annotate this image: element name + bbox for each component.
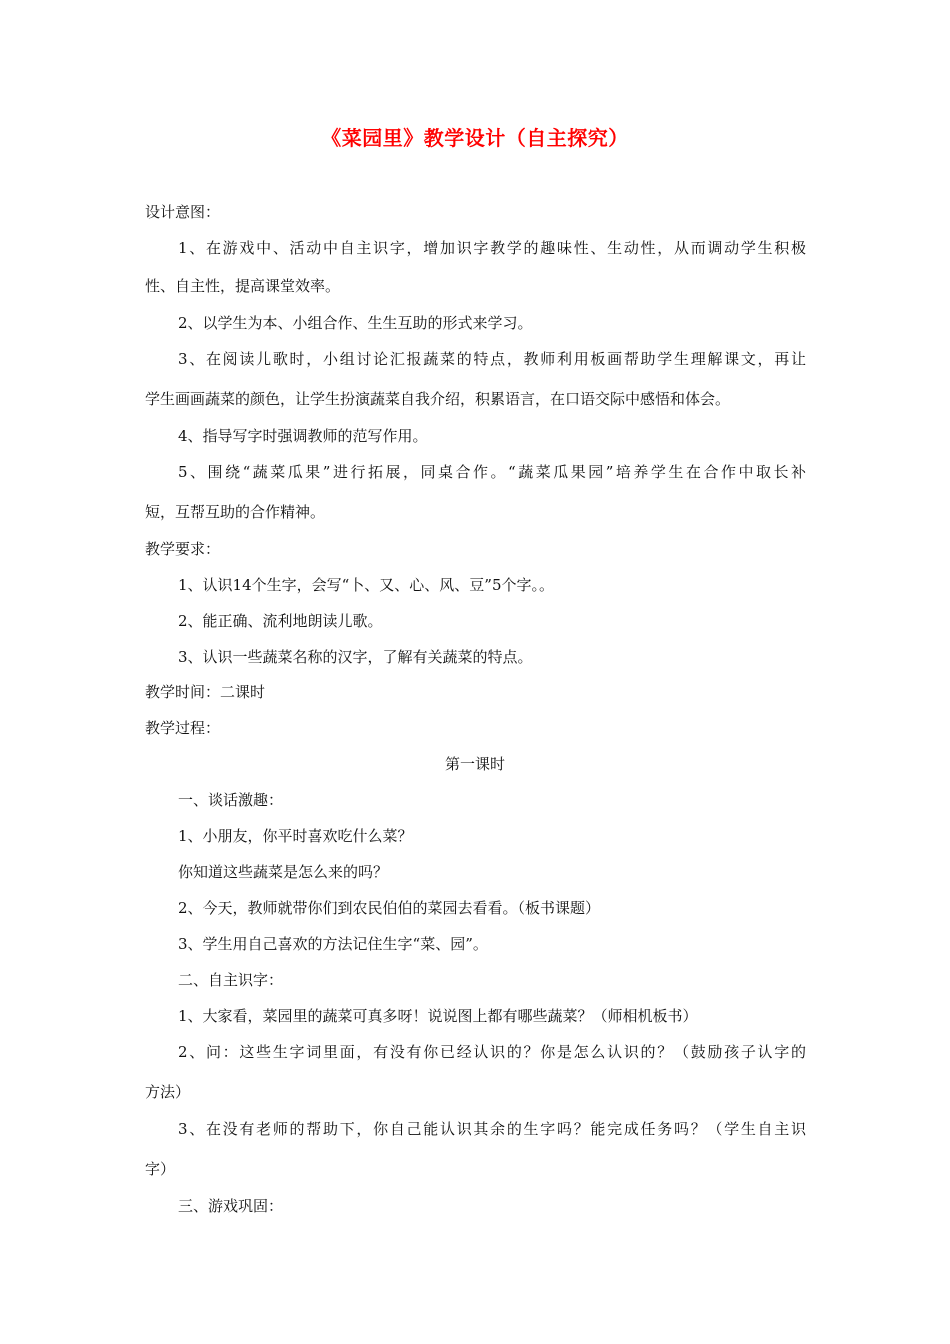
section-2-item-2-line-1: 2、问：这些生字词里面，有没有你已经认识的？你是怎么认识的？（鼓励孩子认字的 [178, 1043, 806, 1061]
section-1-item-1: 1、小朋友，你平时喜欢吃什么菜？ [178, 827, 413, 845]
requirements-heading: 教学要求： [145, 540, 221, 558]
section-1-item-3: 3、学生用自己喜欢的方法记住生字“菜、园”。 [178, 935, 488, 953]
requirement-3: 3、认识一些蔬菜名称的汉字，了解有关蔬菜的特点。 [178, 648, 533, 666]
intent-3-line-2: 学生画画蔬菜的颜色，让学生扮演蔬菜自我介绍，积累语言，在口语交际中感悟和体会。 [145, 390, 731, 408]
intent-1-line-1: 1、在游戏中、活动中自主识字，增加识字教学的趣味性、生动性，从而调动学生积极 [178, 239, 806, 257]
intent-5-line-1: 5、围绕“蔬菜瓜果”进行拓展，同桌合作。“蔬菜瓜果园”培养学生在合作中取长补 [178, 463, 806, 481]
intent-5-line-2: 短，互帮互助的合作精神。 [145, 503, 326, 521]
intent-4: 4、指导写字时强调教师的范写作用。 [178, 427, 428, 445]
design-intent-heading: 设计意图： [145, 203, 221, 221]
section-2-item-3-line-1: 3、在没有老师的帮助下，你自己能认识其余的生字吗？能完成任务吗？（学生自主识 [178, 1120, 806, 1138]
lesson-1-heading: 第一课时 [444, 755, 505, 773]
process-heading: 教学过程： [145, 719, 221, 737]
section-1-item-2: 2、今天，教师就带你们到农民伯伯的菜园去看看。（板书课题） [178, 899, 601, 917]
requirement-2: 2、能正确、流利地朗读儿歌。 [178, 612, 383, 630]
section-2-heading: 二、自主识字： [178, 971, 284, 989]
intent-3-line-1: 3、在阅读儿歌时，小组讨论汇报蔬菜的特点，教师利用板画帮助学生理解课文，再让 [178, 350, 806, 368]
section-1-item-1-question: 你知道这些蔬菜是怎么来的吗？ [178, 863, 389, 881]
requirement-1: 1、认识14个生字，会写“卜、又、心、风、豆”5个字。。 [178, 576, 555, 594]
section-3-heading: 三、游戏巩固： [178, 1197, 284, 1215]
section-2-item-1: 1、大家看，菜园里的蔬菜可真多呀！说说图上都有哪些蔬菜？（师相机板书） [178, 1007, 698, 1025]
section-2-item-2-line-2: 方法） [145, 1083, 191, 1101]
intent-1-line-2: 性、自主性，提高课堂效率。 [145, 277, 341, 295]
document-title: 《菜园里》教学设计（自主探究） [321, 126, 629, 150]
section-1-heading: 一、谈话激趣： [178, 791, 284, 809]
section-2-item-3-line-2: 字） [145, 1160, 176, 1178]
teaching-time: 教学时间：二课时 [145, 683, 266, 701]
intent-2: 2、以学生为本、小组合作、生生互助的形式来学习。 [178, 314, 533, 332]
